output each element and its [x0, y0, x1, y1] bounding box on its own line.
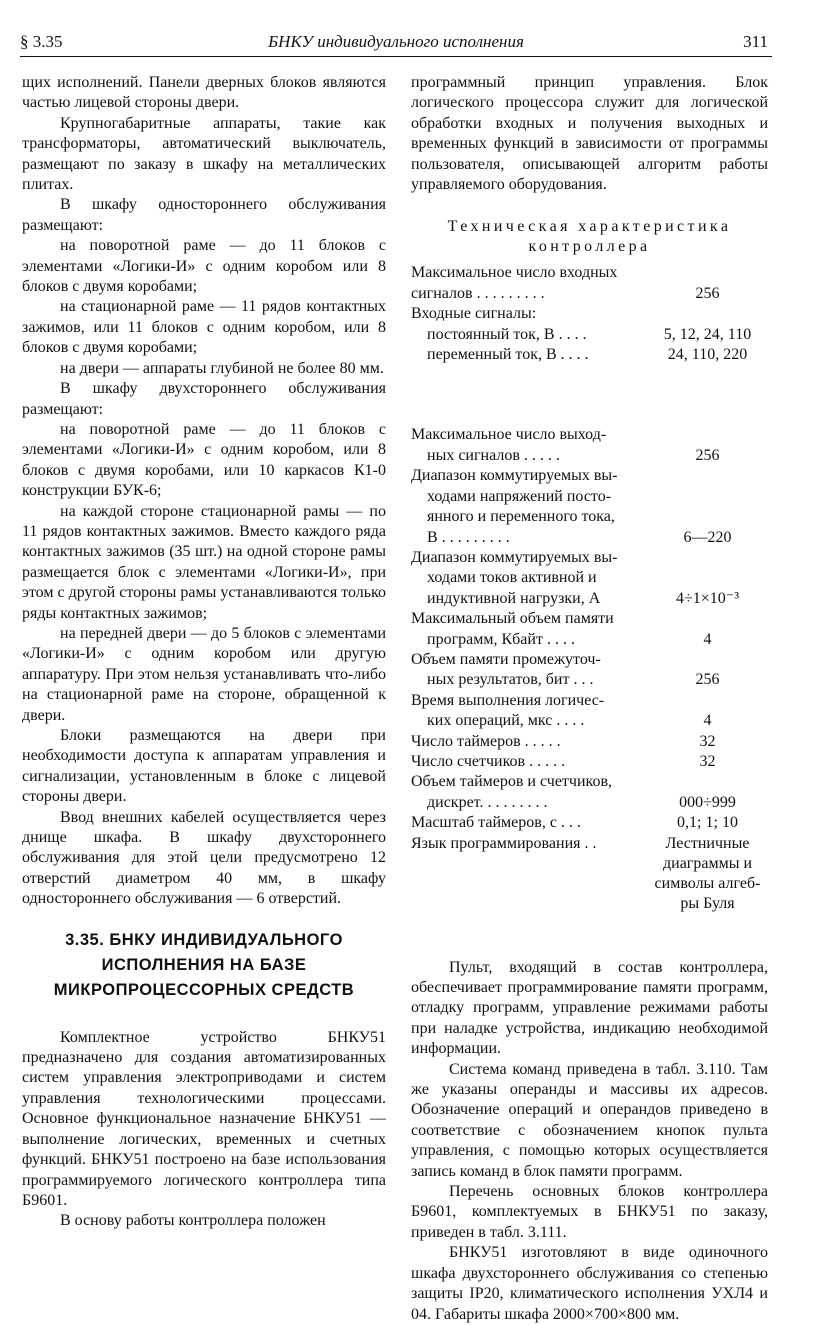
- spec-value: 24, 110, 220: [667, 346, 748, 364]
- spec-row-intermediate-memory: [411, 650, 768, 691]
- spec-value-line: диаграммы и: [662, 854, 753, 872]
- spec-row-timer-volume: [411, 772, 768, 813]
- spec-label: ходами токов активной и: [427, 569, 597, 587]
- spec-label: программ, Кбайт . . . .: [427, 630, 575, 648]
- spec-title-line: Техническая характеристика: [447, 218, 732, 236]
- spec-value: 32: [699, 752, 716, 770]
- spec-label: сигналов . . . . . . . . .: [411, 284, 545, 302]
- paragraph: Комплектное устройство БНКУ51 предназначено для создания автоматизированных систем управления электроприводами и систем управления технологическими процессами. Основное функциональное назначение БНКУ51 — выполнение логических, временных и счетных функций. БНКУ51 построено на базе использования программируемого логического контроллера типа Б9601.: [22, 1028, 386, 1209]
- list-item: на поворотной раме — до 11 блоков с элементами «Логики-И» с одним коробом, или 8 блоков с двумя коробами, или 10 каркасов К1-0 конструкции БУК-6;: [22, 420, 386, 500]
- spec-label: постоянный ток, В . . . .: [427, 325, 587, 343]
- spec-label: индуктивной нагрузки, А: [427, 589, 601, 607]
- spec-label: Максимальное число выход-: [411, 426, 607, 444]
- spec-label: ких операций, мкс . . . .: [427, 712, 585, 730]
- spec-label: Максимальный объем памяти: [411, 610, 614, 628]
- spec-row-language: [411, 834, 768, 914]
- heading-line: ИСПОЛНЕНИЯ НА БАЗЕ: [101, 955, 307, 974]
- spec-label: Язык программирования . .: [411, 834, 597, 852]
- spec-label: ных сигналов . . . . .: [427, 446, 560, 464]
- list-item: на передней двери — до 5 блоков с элементами «Логики-И» с одним коробом или другую аппаратуру. При этом нельзя устанавливать что-либо на стационарной раме на стороне, обращенной к двери.: [22, 624, 386, 724]
- paragraph: программный принцип управления. Блок логического процессора служит для логической обработки входных и получения выходных и временных функций в зависимости от программы пользователя, описывающей алгоритм работы управляемого оборудования.: [411, 74, 768, 194]
- spec-label: Число таймеров . . . . .: [411, 732, 561, 750]
- spec-value: 4: [703, 712, 712, 730]
- spec-value: 0,1; 1; 10: [677, 814, 738, 832]
- spec-value: 5, 12, 24, 110: [663, 325, 752, 343]
- spec-table: [411, 263, 768, 913]
- spec-label: Диапазон коммутируемых вы-: [411, 548, 618, 566]
- spec-row-voltage-range: [411, 466, 768, 548]
- paragraph: Система команд приведена в табл. 3.110. Там же указаны операнды и массивы их адресов. Обозначение операций и операндов приведено в соответствие с обозначением кнопок пульта управления, с помощью которых осуществляется запись команд в блок памяти программ.: [411, 1060, 768, 1180]
- spec-value: 000÷999: [679, 793, 736, 811]
- spec-value: 256: [695, 671, 720, 689]
- right-column: [411, 73, 768, 1325]
- spec-value: 256: [695, 446, 720, 464]
- spec-label: Время выполнения логичес-: [411, 691, 605, 709]
- paragraph: щих исполнений. Панели дверных блоков являются частью лицевой стороны двери.: [22, 74, 386, 112]
- section-heading: [22, 928, 386, 1003]
- spec-value-line: Лестничные: [665, 834, 750, 852]
- spec-value: 32: [699, 732, 716, 750]
- heading-line: МИКРОПРОЦЕССОРНЫХ СРЕДСТВ: [53, 980, 355, 999]
- spec-label: Масштаб таймеров, с . . .: [411, 814, 581, 832]
- left-column: [22, 73, 386, 1232]
- spec-label: Объем памяти промежуточ-: [411, 650, 601, 668]
- spec-value-line: символы алгеб-: [654, 874, 761, 892]
- paragraph: Блоки размещаются на двери при необходимости доступа к аппаратам управления и сигнализации, установленным в блоке с лицевой стороны двери.: [22, 727, 386, 806]
- spec-row-outputs-max: [411, 425, 768, 466]
- paragraph: В основу работы контроллера положен: [60, 1212, 326, 1230]
- paragraph: Крупногабаритные аппараты, такие как трансформаторы, автоматический выключатель, размещают по заказу в шкафу на металлических плитах.: [22, 114, 386, 194]
- spec-label: В . . . . . . . . .: [427, 528, 510, 546]
- spec-label: янного и переменного тока,: [427, 508, 615, 526]
- list-item: на стационарной раме — 11 рядов контактных зажимов, или 11 блоков с одним коробом, или 8 блоков с двумя коробами;: [22, 298, 386, 357]
- spec-row-timers: [411, 732, 768, 752]
- list-item: на поворотной раме — до 11 блоков с элементами «Логики-И» с одним коробом или 8 блоков с двумя коробами;: [22, 237, 386, 296]
- heading-line: 3.35. БНКУ ИНДИВИДУАЛЬНОГО: [65, 930, 343, 949]
- paragraph: Перечень основных блоков контроллера Б9601, комплектуемых в БНКУ51 по заказу, приведен в табл. 3.111.: [411, 1183, 768, 1241]
- spec-row-current-range: [411, 548, 768, 609]
- spec-row-program-memory: [411, 609, 768, 650]
- spec-value: 256: [695, 284, 720, 302]
- spec-label: дискрет. . . . . . . . .: [427, 793, 548, 811]
- spacer: [411, 365, 768, 425]
- spec-label: Входные сигналы:: [411, 305, 537, 323]
- spec-value: 4÷1×10⁻³: [675, 589, 740, 607]
- section-number: § 3.35: [20, 32, 63, 51]
- spec-value-line: ры Буля: [680, 894, 735, 912]
- spec-row-timer-scale: [411, 813, 768, 833]
- spec-row-input-signals: [411, 304, 768, 365]
- spec-label: Максимальное число входных: [411, 264, 618, 282]
- running-head: [20, 30, 772, 57]
- spec-row-inputs-max: [411, 263, 768, 304]
- paragraph: Пульт, входящий в состав контроллера, обеспечивает программирование памяти программ, отладку программ, управление режимами работы при наладке устройства, индикацию необходимой информации.: [411, 958, 768, 1058]
- spec-label: Число счетчиков . . . . .: [411, 752, 566, 770]
- spec-value: 6—220: [683, 528, 732, 546]
- spec-label: ных результатов, бит . . .: [427, 671, 594, 689]
- list-item: на каждой стороне стационарной рамы — по 11 рядов контактных зажимов. Вместо каждого ряда контактных зажимов (35 шт.) на одной стороне рамы размещается блок с элементами «Логики-И», при этом с другой стороны рамы устанавливаются только ряды контактных зажимов;: [22, 502, 386, 622]
- list-item: на двери — аппараты глубиной не более 80 мм.: [60, 359, 384, 377]
- paragraph: БНКУ51 изготовляют в виде одиночного шкафа двухстороннего обслуживания со степенью защиты IP20, климатического исполнения УХЛ4 и 04. Габариты шкафа 2000×700×800 мм.: [411, 1244, 768, 1323]
- spec-value: 4: [703, 630, 712, 648]
- paragraph: В шкафу одностороннего обслуживания размещают:: [22, 196, 386, 234]
- page-number: 311: [743, 32, 768, 51]
- spec-label: Объем таймеров и счетчиков,: [411, 773, 613, 791]
- spec-row-counters: [411, 752, 768, 772]
- paragraph: Ввод внешних кабелей осуществляется через днище шкафа. В шкафу двухстороннего обслуживания для этой цели предусмотрено 12 отверстий диаметром 40 мм, в шкафу одностороннего обслуживания — 6 отверстий.: [22, 808, 386, 908]
- spec-label: ходами напряжений посто-: [427, 487, 612, 505]
- paragraph: В шкафу двухстороннего обслуживания размещают:: [22, 380, 386, 418]
- spec-table-title: [411, 217, 768, 257]
- spec-value: [647, 834, 768, 914]
- spec-label: переменный ток, В . . . .: [427, 346, 589, 364]
- spec-label: Диапазон коммутируемых вы-: [411, 467, 618, 485]
- running-title: БНКУ индивидуального исполнения: [268, 32, 524, 51]
- spec-title-line: контроллера: [528, 238, 651, 256]
- spec-row-exec-time: [411, 691, 768, 732]
